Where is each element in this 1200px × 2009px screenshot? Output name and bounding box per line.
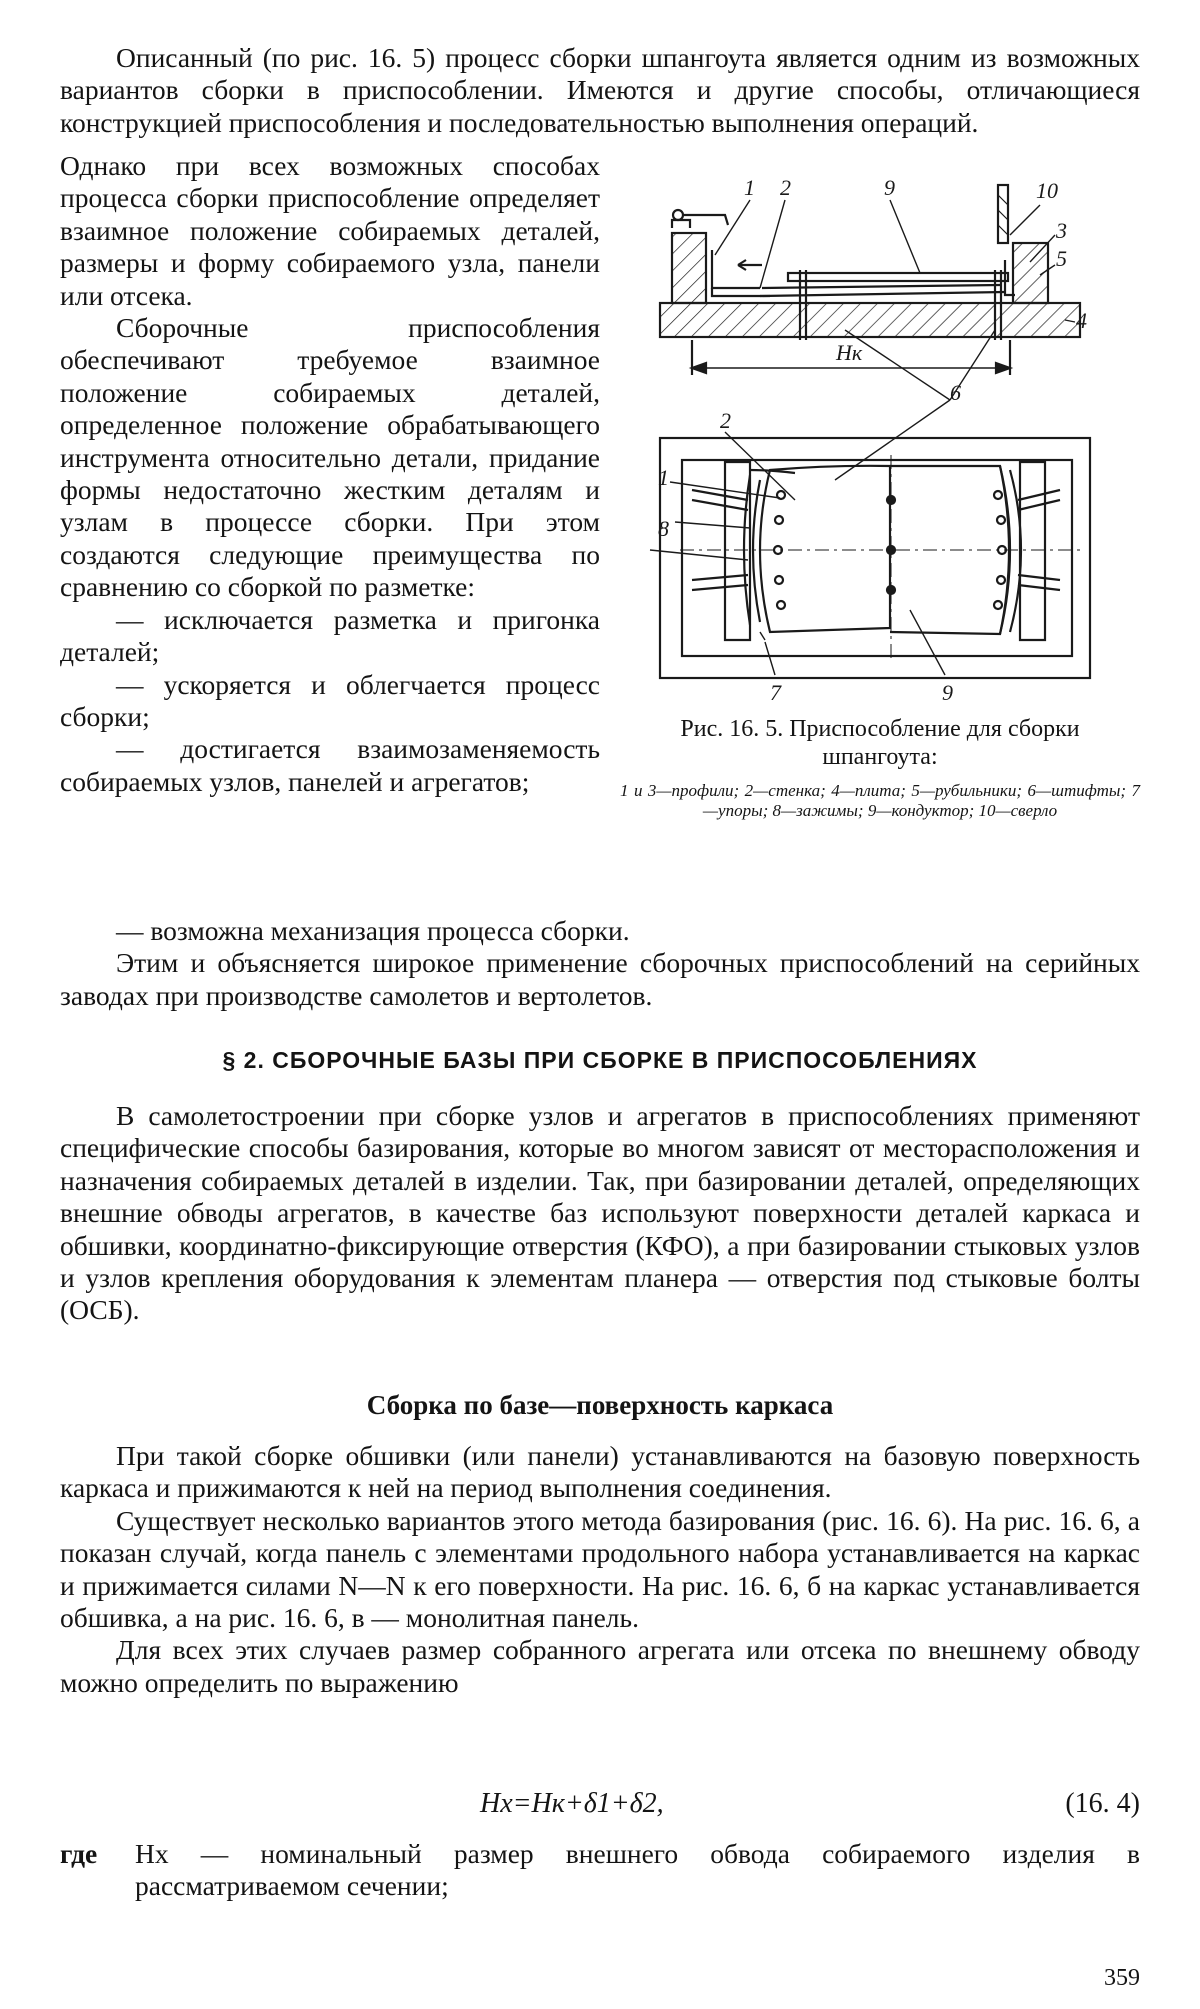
formula-expression: Hх=Hк+δ1+δ2, [480,1788,664,1819]
label-hk: Hк [836,340,863,365]
formula-row [60,1788,1140,1824]
where-definition-text: Hх — номинальный размер внешнего обвода собираемого изделия в рассматриваемом сечении; [135,1838,1140,1902]
intro-paragraph: Описанный (по рис. 16. 5) процесс сборки шпангоута является одним из возможных вариантов сборки в приспособлении. Имеются и другие способы, отличающиеся конструкцией приспособления и последовательностью выполнения операций. [60,42,1140,138]
label-4-top: 4 [1076,308,1087,333]
label-10-top: 10 [1036,178,1058,203]
label-1-top: 1 [744,175,755,200]
section-heading: § 2. СБОРОЧНЫЕ БАЗЫ ПРИ СБОРКЕ В ПРИСПОСОБЛЕНИЯХ [222,1047,978,1073]
advantage-item-4: — возможна механизация процесса сборки. [116,915,630,946]
intro-column-paragraph-2: Сборочные приспособления обеспечивают требуемое взаимное положение собираемых деталей, определенное положение обрабатывающего инструмента относительно детали, придание формы недостаточно жестким деталям и узлам в процессе сборки. При этом создаются следующие преимущества по сравнению со сборкой по разметке: [60,312,600,603]
subsection-paragraph-1: При такой сборке обшивки (или панели) устанавливаются на базовую поверхность каркаса и прижимаются к ней на период выполнения соединения. [60,1440,1140,1504]
subsection-heading: Сборка по базе—поверхность каркаса [366,1390,834,1420]
label-2-top: 2 [780,175,791,200]
after-figure-text [60,915,1140,1012]
formula-number: (16. 4) [1065,1788,1140,1819]
left-support-block [672,233,706,303]
label-3-top: 3 [1056,218,1067,243]
advantage-item-1: — исключается разметка и пригонка деталей; [60,603,600,668]
section-body [60,1100,1140,1327]
intro-full-width-text [60,42,1140,139]
label-7: 7 [770,680,781,705]
label-5-top: 5 [1056,246,1067,271]
left-column-text [60,150,600,798]
page-number: 359 [1104,1965,1140,1991]
label-9-bottom: 9 [942,680,953,705]
advantage-item-2: — ускоряется и облегчается процесс сборки; [60,668,600,732]
label-6: 6 [950,380,961,405]
caption-legend: 1 и 3—профили; 2—стенка; 4—плита; 5—рубильники; 6—штифты; 7—упоры; 8—зажимы; 9—кондуктор; 10—сверло [620,781,1140,820]
label-9-top: 9 [884,175,895,200]
section-paragraph: В самолетостроении при сборке узлов и агрегатов в приспособлениях применяют специфические способы базирования, которые во многом зависят от месторасположения и назначения собираемых деталей в изделии. Так, при базировании деталей, определяющих внешние обводы агрегатов, в качестве баз используют поверхности деталей каркаса и обшивки, координатно-фиксирующие отверстия (КФО), а при базировании стыковых узлов и узлов крепления оборудования к элементам планера — отверстия под стыковые болты (ОСБ). [60,1100,1140,1326]
label-1-bottom: 1 [658,465,669,490]
subsection-paragraph-3: Для всех этих случаев размер собранного агрегата или отсека по внешнему обводу можно определить по выражению [60,1634,1140,1698]
caption-title: Рис. 16. 5. Приспособление для сборки шпангоута: [680,716,1080,770]
intro-column-paragraph-1: Однако при всех возможных способах процесса сборки приспособление определяет взаимное положение собираемых деталей, размеры и форму собираемого узла, панели или отсека. [60,150,600,311]
advantage-item-3: — достигается взаимозаменяемость собираемых узлов, панелей и агрегатов; [60,733,600,797]
label-8: 8 [658,516,669,541]
conclusion-paragraph: Этим и объясняется широкое применение сборочных приспособлений на серийных заводах при производстве самолетов и вертолетов. [60,947,1140,1011]
base-plate-section [660,303,1080,337]
label-2-bottom: 2 [720,408,731,433]
subsection-paragraph-2: Существует несколько вариантов этого метода базирования (рис. 16. 6). На рис. 16. 6, а показан случай, когда панель с элементами продольного набора устанавливается на каркас и прижимается силами N—N к его поверхности. На рис. 16. 6, б на каркас устанавливается обшивка, а на рис. 16. 6, в — монолитная панель. [60,1504,1140,1634]
fixture-drawing [620,170,1140,710]
subsection-body [60,1440,1140,1699]
where-word: где [60,1838,98,1869]
figure-16-5 [620,170,1140,890]
figure-caption [620,715,1140,821]
